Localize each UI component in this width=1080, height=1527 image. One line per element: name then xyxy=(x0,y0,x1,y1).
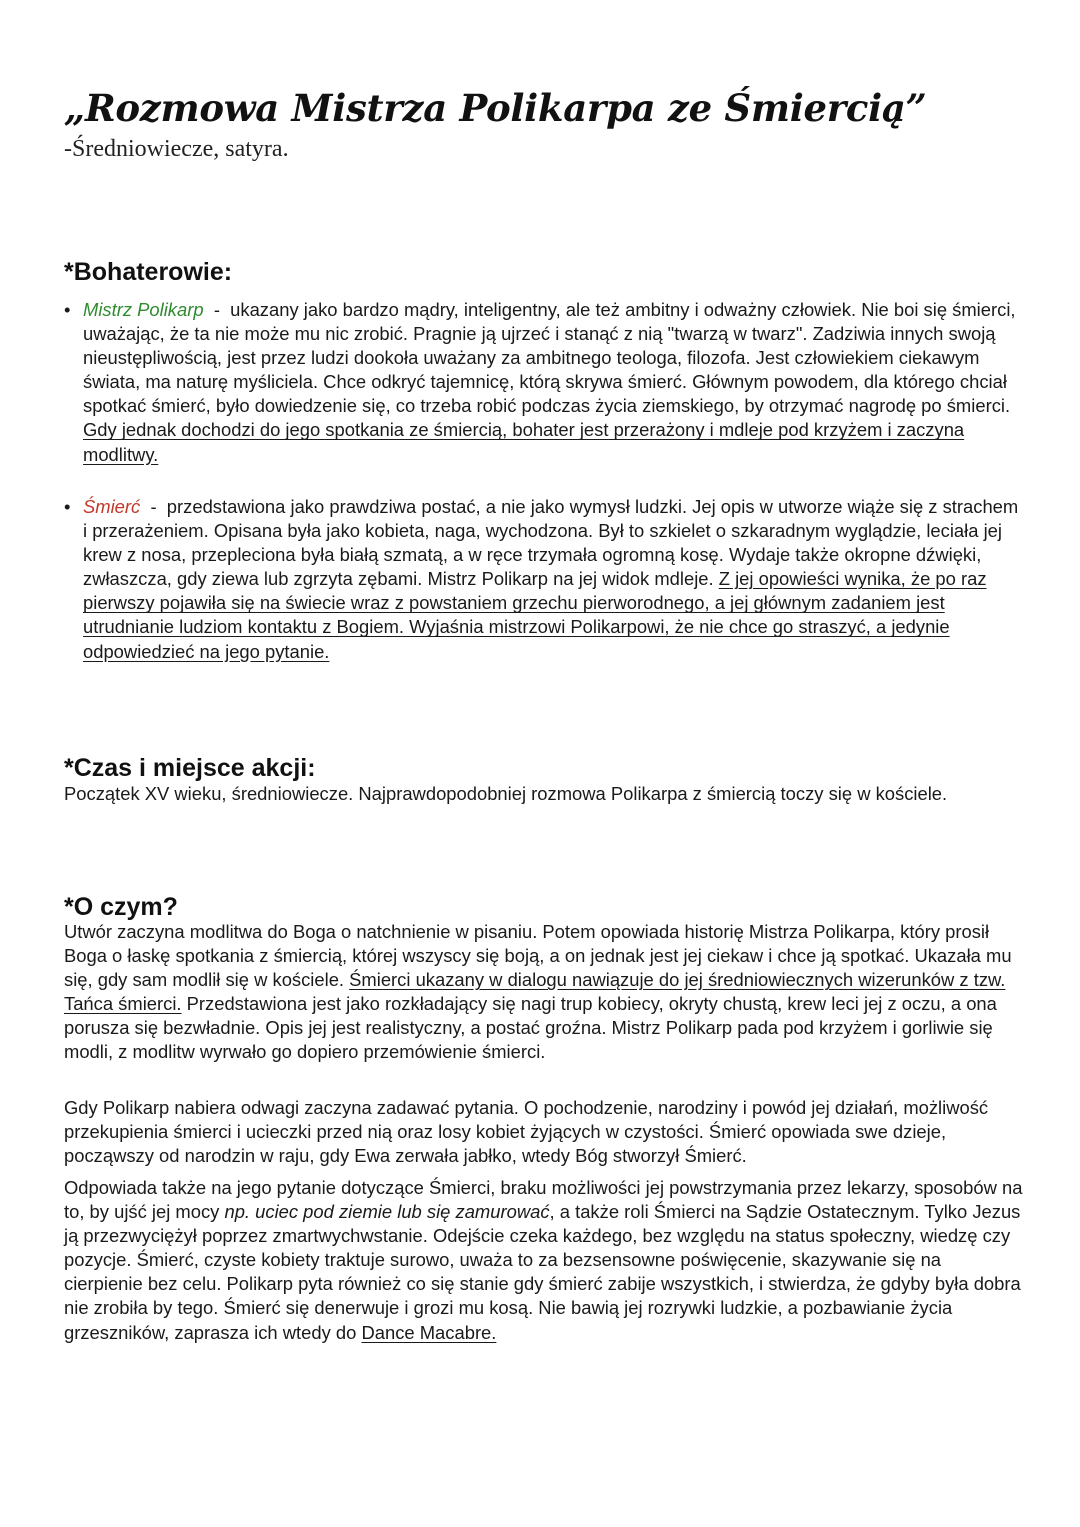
about-p3-italic: np. uciec pod ziemie lub się zamurować xyxy=(224,1201,550,1223)
section-heading-setting: *Czas i miejsce akcji: xyxy=(64,754,316,782)
separator: - xyxy=(140,496,167,517)
about-p1-text-a: Utwór zaczyna modlitwa do Boga o natchnienie w pisaniu. Potem opowiada historię Mistrza Polikarpa, który prosił Boga o łaskę spotkania z śmiercią, której wszyscy się boją, a on jednak jest jej ciekaw i chce ją spotkać. Ukazała mu się, gdy sam modlił się w kościele. xyxy=(64,921,1012,991)
character-desc-polikarp: ukazany jako bardzo mądry, inteligentny, ale też ambitny i odważny człowiek. Nie boi się śmierci, uważając, że ta nie może mu nic zrobić. Pragnie ją ujrzeć i stanąć z nią "twarzą w twarz". Zadziwia innych swoją nieustępliwością, jest przez ludzi dookoła uważany za ambitnego teologa, filozofa. Jest człowiekiem ciekawym świata, ma naturę myśliciela. Chce odkryć tajemnicę, którą skrywa śmierć. Głównym powodem, dla którego chciał spotkać śmierć, było dowiedzenie się, co trzeba robić podczas życia ziemskiego, by otrzymać nagrodę po śmierci. xyxy=(83,299,1016,417)
character-desc-smierc-underlined: Z jej opowieści wynika, że po raz pierwszy pojawiła się na świecie wraz z powstaniem grzechu pierworodnego, a jej głównym zadaniem jest utrudnianie ludziom kontaktu z Bogiem. Wyjaśnia mistrzowi Polikarpowi, że nie chce go straszyć, a jedynie odpowiedzieć na jego pytanie. xyxy=(83,568,987,662)
character-item-smierc xyxy=(64,495,1024,664)
document-subtitle: -Średniowiecze, satyra. xyxy=(64,136,289,162)
bullet-dot: • xyxy=(64,299,71,320)
about-p3-text-a: Odpowiada także na jego pytanie dotyczące Śmierci, braku możliwości jej powstrzymania przez lekarzy, sposobów na to, by ujść jej mocy xyxy=(64,1177,1023,1223)
character-name-polikarp: Mistrz Polikarp xyxy=(83,299,204,320)
document-title: „Rozmowa Mistrza Polikarpa ze Śmiercią” xyxy=(64,86,927,130)
about-paragraph-1 xyxy=(64,920,1024,1065)
bullet-dot: • xyxy=(64,496,71,517)
section-heading-about: *O czym? xyxy=(64,893,178,921)
about-p3-text-b: , a także roli Śmierci na Sądzie Ostatecznym. Tylko Jezus ją przezwyciężył poprzez zmartwychwstanie. Odejście czeka każdego, bez względu na status społeczny, wiedzę czy pozycje. Śmierć, czyste kobiety traktuje surowo, uważa to za bezsensowne poświęcenie, skazywanie się na cierpienie bez celu. Polikarp pyta również co się stanie gdy śmierć zabije wszystkich, i stwierdza, że gdyby była dobra nie zrobiła by tego. Śmierć się denerwuje i grozi mu kosą. Nie bawią jej rozrywki ludzkie, a pozbawianie życia grzeszników, zaprasza ich wtedy do xyxy=(64,1201,1021,1343)
about-p1-underlined: Śmierci ukazany w dialogu nawiązuje do jej średniowiecznych wizerunków z tzw. Tańca śmierci. xyxy=(64,969,1006,1015)
character-desc-smierc: przedstawiona jako prawdziwa postać, a nie jako wymysł ludzki. Jej opis w utworze wiąże się z strachem i przerażeniem. Opisana była jako kobieta, naga, wychodzona. Był to szkielet o szkaradnym wyglądzie, leciała jej krew z nosa, przepleciona była białą szmatą, a w ręce trzymała ogromną kosę. Wydaje także okropne dźwięki, zwłaszcza, gdy ziewa lub zgrzyta zębami. Mistrz Polikarp na jej widok mdleje. xyxy=(83,496,1019,590)
character-item-polikarp xyxy=(64,298,1024,467)
section-heading-characters: *Bohaterowie: xyxy=(64,258,233,286)
character-name-smierc: Śmierć xyxy=(83,496,141,517)
about-p3-underlined-link: Dance Macabre. xyxy=(361,1321,497,1343)
separator: - xyxy=(203,299,231,320)
about-paragraph-2: Gdy Polikarp nabiera odwagi zaczyna zadawać pytania. O pochodzenie, narodziny i powód jej działań, możliwość przekupienia śmierci i ucieczki przed nią oraz losy kobiet żyjących w czystości. Śmierć opowiada swe dzieje, począwszy od narodzin w raju, gdy Ewa zerwała jabłko, wtedy Bóg stworzył Śmierć. xyxy=(64,1097,989,1167)
character-desc-polikarp-underlined: Gdy jednak dochodzi do jego spotkania ze śmiercią, bohater jest przerażony i mdleje pod krzyżem i zaczyna modlitwy. xyxy=(83,419,965,465)
setting-text: Początek XV wieku, średniowiecze. Najprawdopodobniej rozmowa Polikarpa z śmiercią toczy się w kościele. xyxy=(64,783,948,804)
about-p1-text-b: Przedstawiona jest jako rozkładający się nagi trup kobiecy, okryty chustą, krew leci jej z oczu, a ona porusza się bezwładnie. Opis jej jest realistyczny, a postać groźna. Mistrz Polikarp pada pod krzyżem i gorliwie się modli, z modlitw wyrwało go dopiero przemówienie śmierci. xyxy=(64,993,997,1063)
about-paragraph-3 xyxy=(64,1176,1024,1345)
